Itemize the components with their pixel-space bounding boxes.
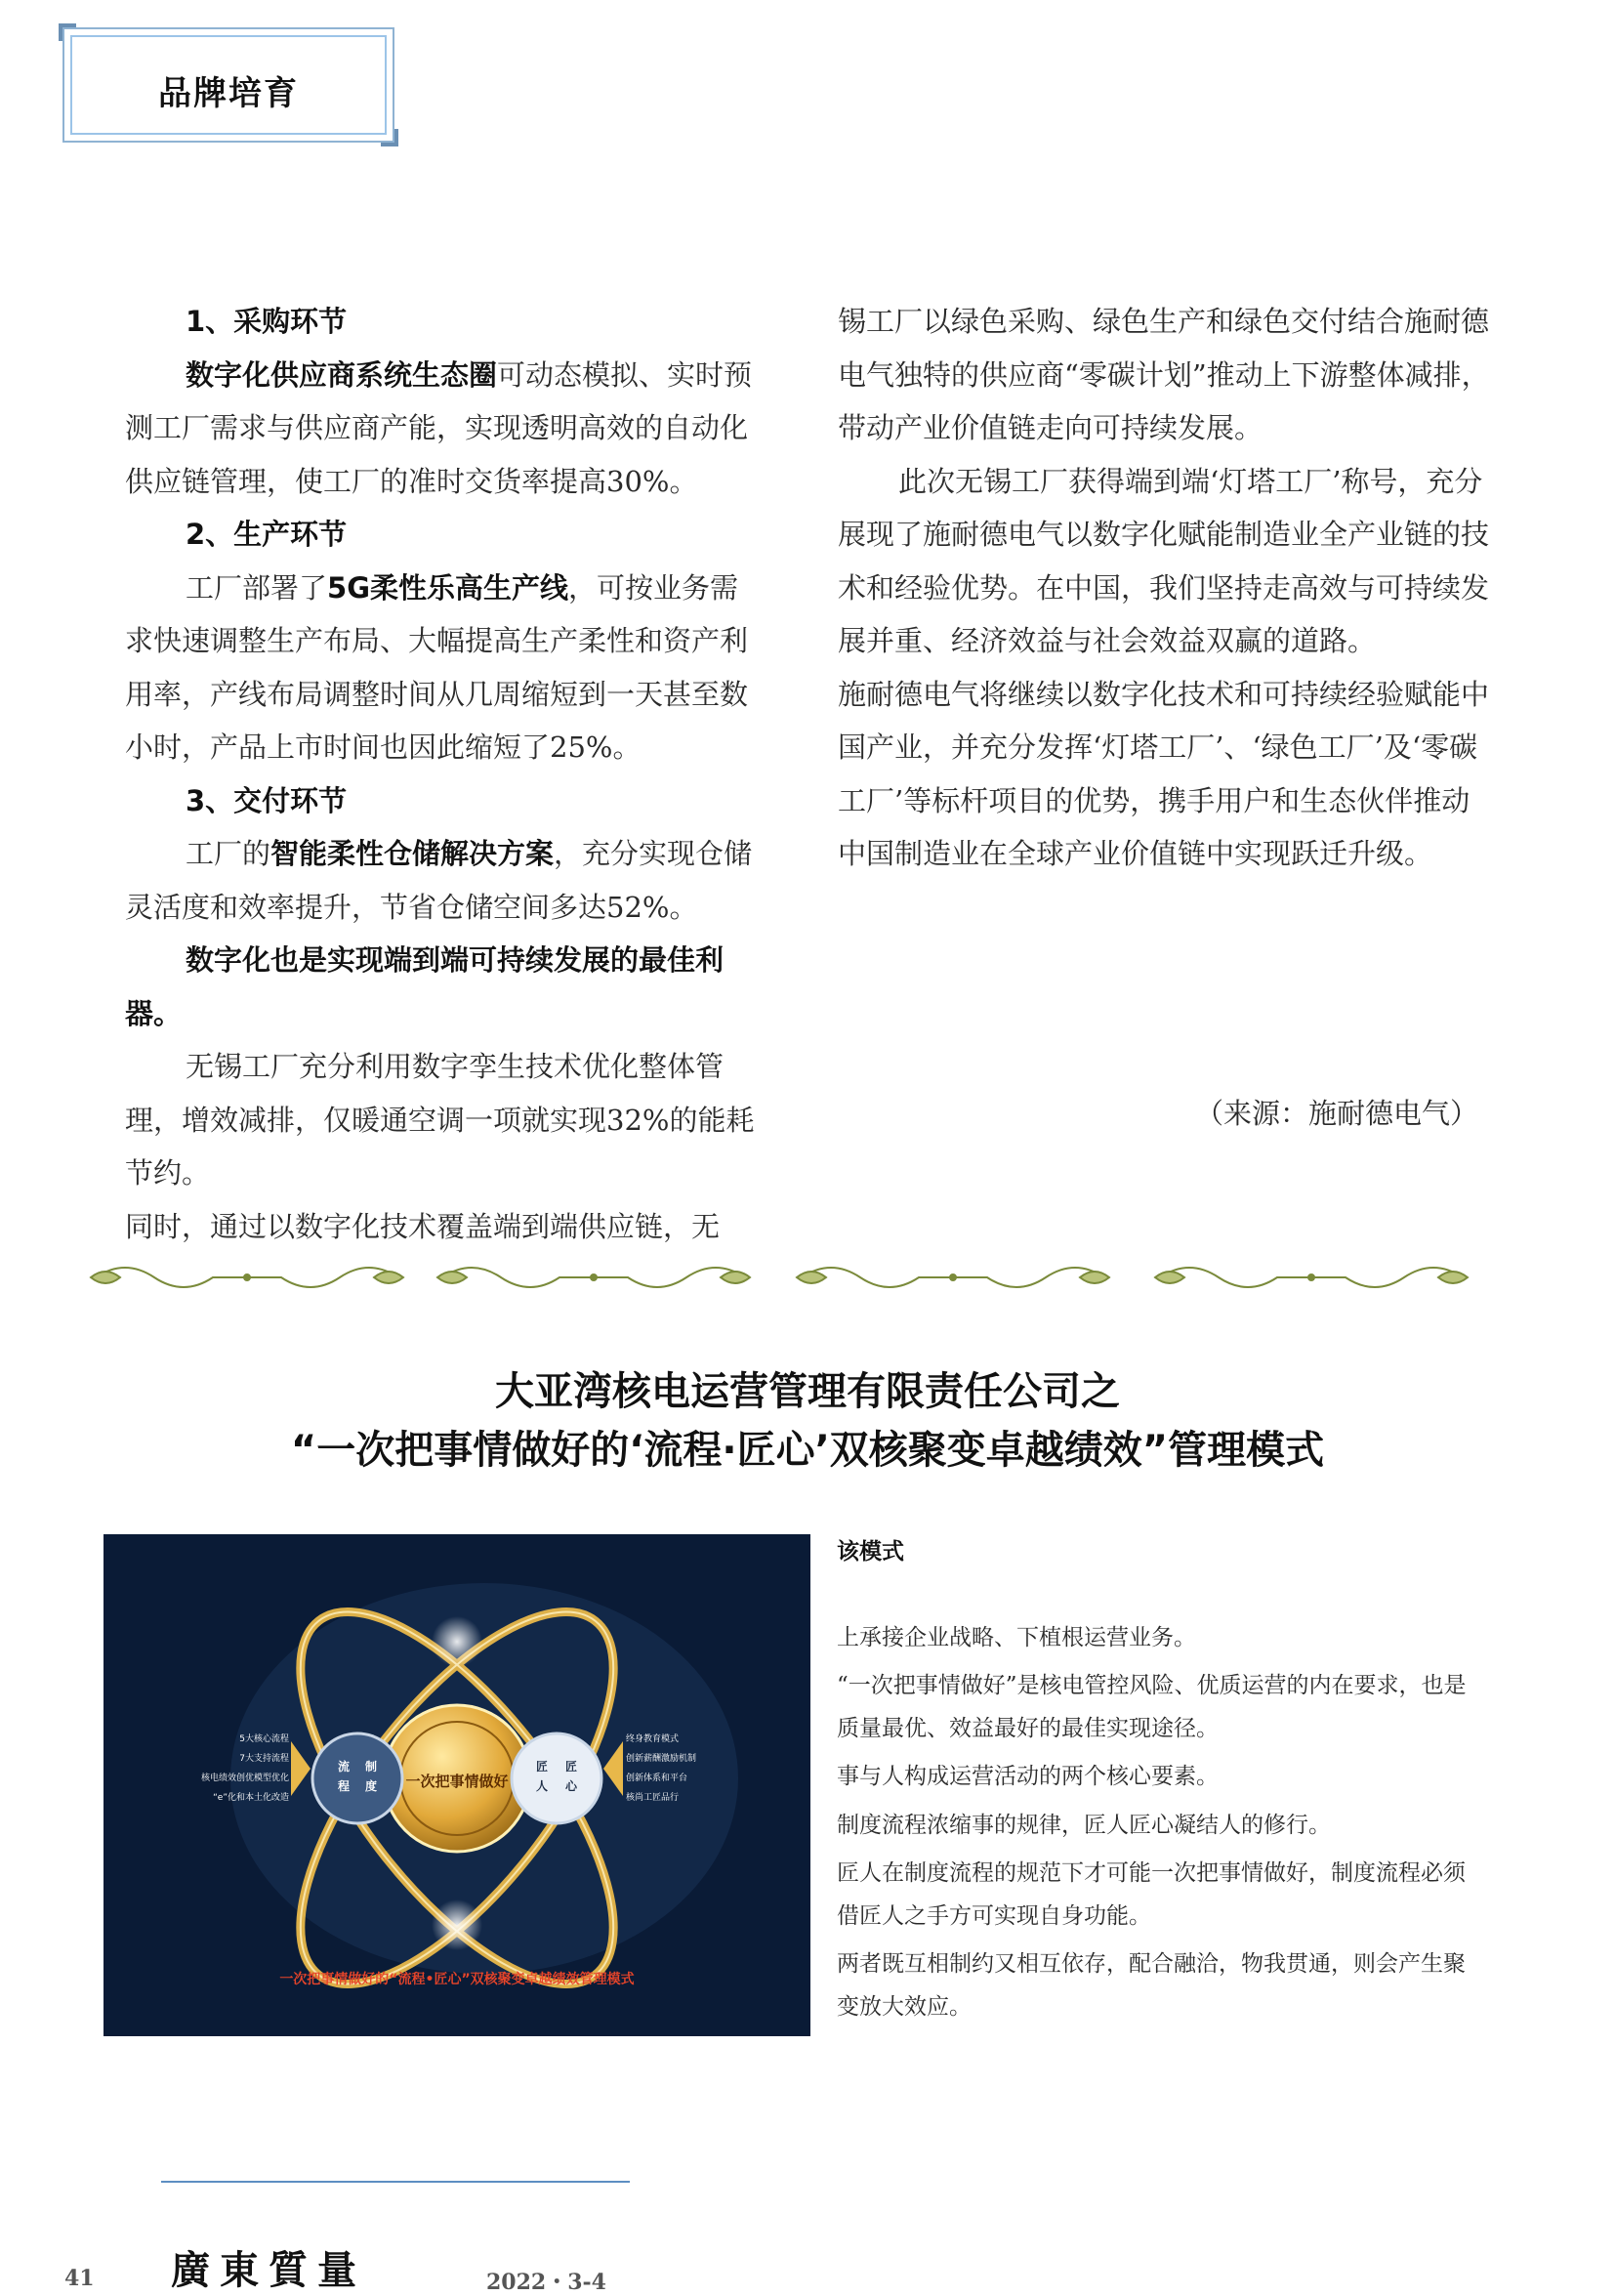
ornament-divider-4 [1150, 1248, 1472, 1307]
paragraph-supply-chain: 同时，通过以数字化技术覆盖端到端供应链，无 [125, 1209, 721, 1243]
model-paragraph-4: 制度流程浓缩事的规律，匠人匠心凝结人的修行。 [837, 1812, 1331, 1838]
model-diagram [104, 1534, 810, 2036]
ornament-divider-3 [792, 1248, 1114, 1307]
paragraph-digital-twin: 无锡工厂充分利用数字孪生技术优化整体管理，增效减排，仅暖通空调一项就实现32%的能耗节约。 [125, 1050, 755, 1190]
svg-text:匠: 匠 [564, 1760, 578, 1774]
left-column [125, 295, 760, 1253]
section-tag [62, 27, 394, 143]
svg-text:程: 程 [337, 1779, 351, 1793]
issue-date: 2022・3-4 [486, 2270, 606, 2295]
article-title-line1: 大亚湾核电运营管理有限责任公司之 [495, 1369, 1120, 1414]
paragraph-lighthouse: 此次无锡工厂获得端到端‘灯塔工厂’称号，充分展现了施耐德电气以数字化赋能制造业全产业链的技术和经验优势。在中国，我们坚持走高效与可持续发展并重、经济效益与社会效益双赢的道路。 [838, 464, 1490, 657]
right-label-3: 创新体系和平台 [626, 1774, 688, 1783]
article-title-line2: “一次把事情做好的‘流程·匠心’双核聚变卓越绩效”管理模式 [290, 1428, 1325, 1473]
section-tag-label: 品牌培育 [158, 74, 299, 113]
paragraph-outlook: 施耐德电气将继续以数字化技术和可持续经验赋能中国产业，并充分发挥‘灯塔工厂’、‘绿色工厂’及‘零碳工厂’等标杆项目的优势，携手用户和生态伙伴推动中国制造业在全球产业价值链中实现跃迁升级。 [838, 677, 1490, 870]
model-paragraph-3: 事与人构成运营活动的两个核心要素。 [837, 1764, 1219, 1789]
model-paragraph-5: 匠人在制度流程的规范下才可能一次把事情做好，制度流程必须借匠人之手方可实现自身功能。 [837, 1860, 1466, 1929]
svg-text:人: 人 [535, 1779, 549, 1793]
footer-rule [161, 2181, 630, 2183]
spark-2 [432, 1899, 482, 1950]
spark-1 [432, 1616, 482, 1667]
right-column [838, 295, 1492, 881]
heading-delivery: 3、交付环节 [186, 783, 348, 817]
figure-caption: 一次把事情做好的“流程•匠心”双核聚变卓越绩效管理模式 [279, 1972, 635, 1987]
page-number: 41 [64, 2266, 95, 2291]
paragraph-production: 工厂部署了5G柔性乐高生产线，可按业务需求快速调整生产布局、大幅提高生产柔性和资产利用率，产线布局调整时间从几周缩短到一天甚至数小时，产品上市时间也因此缩短了25%。 [125, 570, 749, 764]
article-source: （来源：施耐德电气） [1194, 1097, 1478, 1130]
model-paragraph-2: “一次把事情做好”是核电管控风险、优质运营的内在要求，也是质量最优、效益最好的最佳实现途径。 [837, 1673, 1467, 1741]
heading-procurement: 1、采购环节 [186, 305, 348, 338]
right-label-4: 核尚工匠品行 [626, 1793, 680, 1803]
model-paragraph-1: 上承接企业战略、下植根运营业务。 [837, 1624, 1196, 1650]
paragraph-delivery: 工厂的智能柔性仓储解决方案，充分实现仓储灵活度和效率提升，节省仓储空间多达52%。 [125, 837, 753, 924]
paragraph-procurement: 数字化供应商系统生态圈可动态模拟、实时预测工厂需求与供应商产能，实现透明高效的自动化供应链管理，使工厂的准时交货率提高30%。 [125, 357, 753, 498]
right-node-craftsman [512, 1733, 601, 1823]
left-node-process [312, 1733, 402, 1823]
highlight-sustainability: 数字化也是实现端到端可持续发展的最佳利器。 [125, 943, 725, 1030]
svg-text:心: 心 [564, 1779, 578, 1793]
heading-production: 2、生产环节 [186, 518, 348, 551]
svg-text:制: 制 [364, 1760, 378, 1774]
ornament-divider-1 [86, 1248, 408, 1307]
right-label-1: 终身教育模式 [626, 1734, 680, 1744]
ornament-divider-2 [433, 1248, 755, 1307]
model-paragraph-6: 两者既互相制约又相互依存，配合融洽，物我贯通，则会产生聚变放大效应。 [837, 1951, 1466, 2020]
svg-text:流: 流 [337, 1760, 351, 1774]
center-text: 一次把事情做好 [405, 1773, 509, 1790]
model-description [837, 1531, 1471, 2028]
left-label-2: 7大支持流程 [239, 1754, 289, 1764]
article-title [0, 1362, 1615, 1480]
left-label-1: 5大核心流程 [239, 1734, 289, 1744]
management-model-figure [104, 1534, 810, 2036]
model-description-heading: 该模式 [837, 1539, 904, 1565]
left-label-3: 核电绩效创优模型优化 [200, 1774, 289, 1783]
left-label-4: “e”化和本土化改造 [213, 1793, 289, 1803]
magazine-logo: 廣東質量 [171, 2247, 366, 2293]
svg-text:匠: 匠 [535, 1760, 549, 1774]
svg-text:度: 度 [364, 1779, 378, 1793]
right-label-2: 创新薪酬激励机制 [626, 1754, 697, 1764]
paragraph-green: 锡工厂以绿色采购、绿色生产和绿色交付结合施耐德电气独特的供应商“零碳计划”推动上下游整体减排，带动产业价值链走向可持续发展。 [838, 305, 1490, 444]
